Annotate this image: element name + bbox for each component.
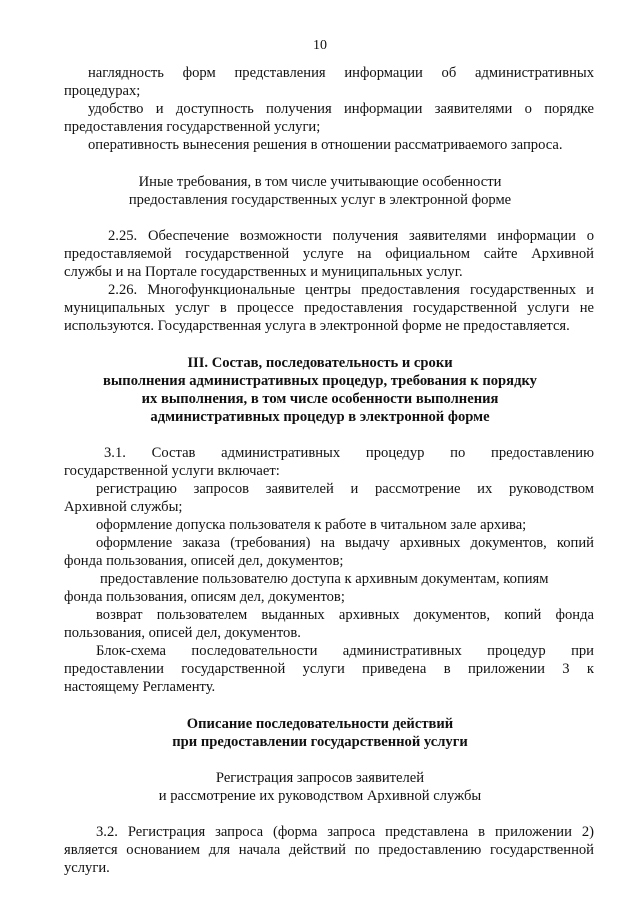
- text-line: оформление заказа (требования) на выдачу архивных документов, копий: [96, 535, 594, 551]
- text-line: фонда пользования, описям дел, документов;: [64, 589, 345, 605]
- text-line: пользования, описей дел, документов.: [64, 625, 301, 641]
- text-line: 3.2. Регистрация запроса (форма запроса представлена в приложении 2): [96, 824, 594, 840]
- chapter-heading: их выполнения, в том числе особенности выполнения: [141, 391, 499, 407]
- section-heading: Описание последовательности действий: [186, 716, 454, 732]
- text-line: предоставления государственной услуги;: [64, 119, 321, 135]
- subsection-heading: Регистрация запросов заявителей: [215, 770, 425, 786]
- text-line: возврат пользователем выданных архивных документов, копий фонда: [96, 607, 594, 623]
- text-line: предоставлении государственной услуги приведена в приложении 3 к: [64, 661, 594, 677]
- text-line: оперативность вынесения решения в отношении рассматриваемого запроса.: [88, 137, 563, 153]
- text-line: процедурах;: [64, 83, 141, 99]
- text-line: службы и на Портале государственных и муниципальных услуг.: [64, 264, 463, 280]
- page-number: 10: [313, 38, 327, 53]
- chapter-heading: административных процедур в электронной форме: [150, 409, 490, 425]
- text-line: государственной услуги включает:: [64, 463, 280, 479]
- text-line: предоставление пользователю доступа к архивным документам, копиям: [100, 571, 549, 587]
- text-line: является основанием для начала действий по предоставлению государственной: [64, 842, 594, 858]
- section-heading: при предоставлении государственной услуги: [172, 734, 468, 750]
- text-line: 2.26. Многофункциональные центры предоставления государственных и: [108, 282, 594, 298]
- chapter-heading: выполнения административных процедур, требования к порядку: [103, 373, 537, 389]
- text-line: регистрацию запросов заявителей и рассмотрение их руководством: [96, 481, 594, 497]
- subsection-heading: и рассмотрение их руководством Архивной службы: [158, 788, 482, 804]
- text-line: предоставляемой государственной услуге на официальном сайте Архивной: [64, 246, 594, 262]
- text-line: муниципальных услуг в процессе предоставления государственной услуги не: [64, 300, 594, 316]
- section-heading: Иные требования, в том числе учитывающие особенности: [138, 174, 502, 190]
- text-line: фонда пользования, описей дел, документов;: [64, 553, 344, 569]
- text-line: оформление допуска пользователя к работе в читальном зале архива;: [96, 517, 527, 533]
- text-line: 2.25. Обеспечение возможности получения заявителями информации о: [108, 228, 594, 244]
- chapter-heading: III. Состав, последовательность и сроки: [187, 355, 453, 371]
- text-line: Блок-схема последовательности административных процедур при: [96, 643, 594, 659]
- text-line: наглядность форм представления информации об административных: [88, 65, 594, 81]
- text-line: Архивной службы;: [64, 499, 183, 515]
- text-line: услуги.: [64, 860, 110, 876]
- text-line: настоящему Регламенту.: [64, 679, 216, 695]
- text-line: используются. Государственная услуга в электронной форме не предоставляется.: [64, 318, 570, 334]
- text-line: удобство и доступность получения информации заявителями о порядке: [88, 101, 594, 117]
- text-line: 3.1. Состав административных процедур по предоставлению: [104, 445, 594, 461]
- section-heading: предоставления государственных услуг в электронной форме: [128, 192, 512, 208]
